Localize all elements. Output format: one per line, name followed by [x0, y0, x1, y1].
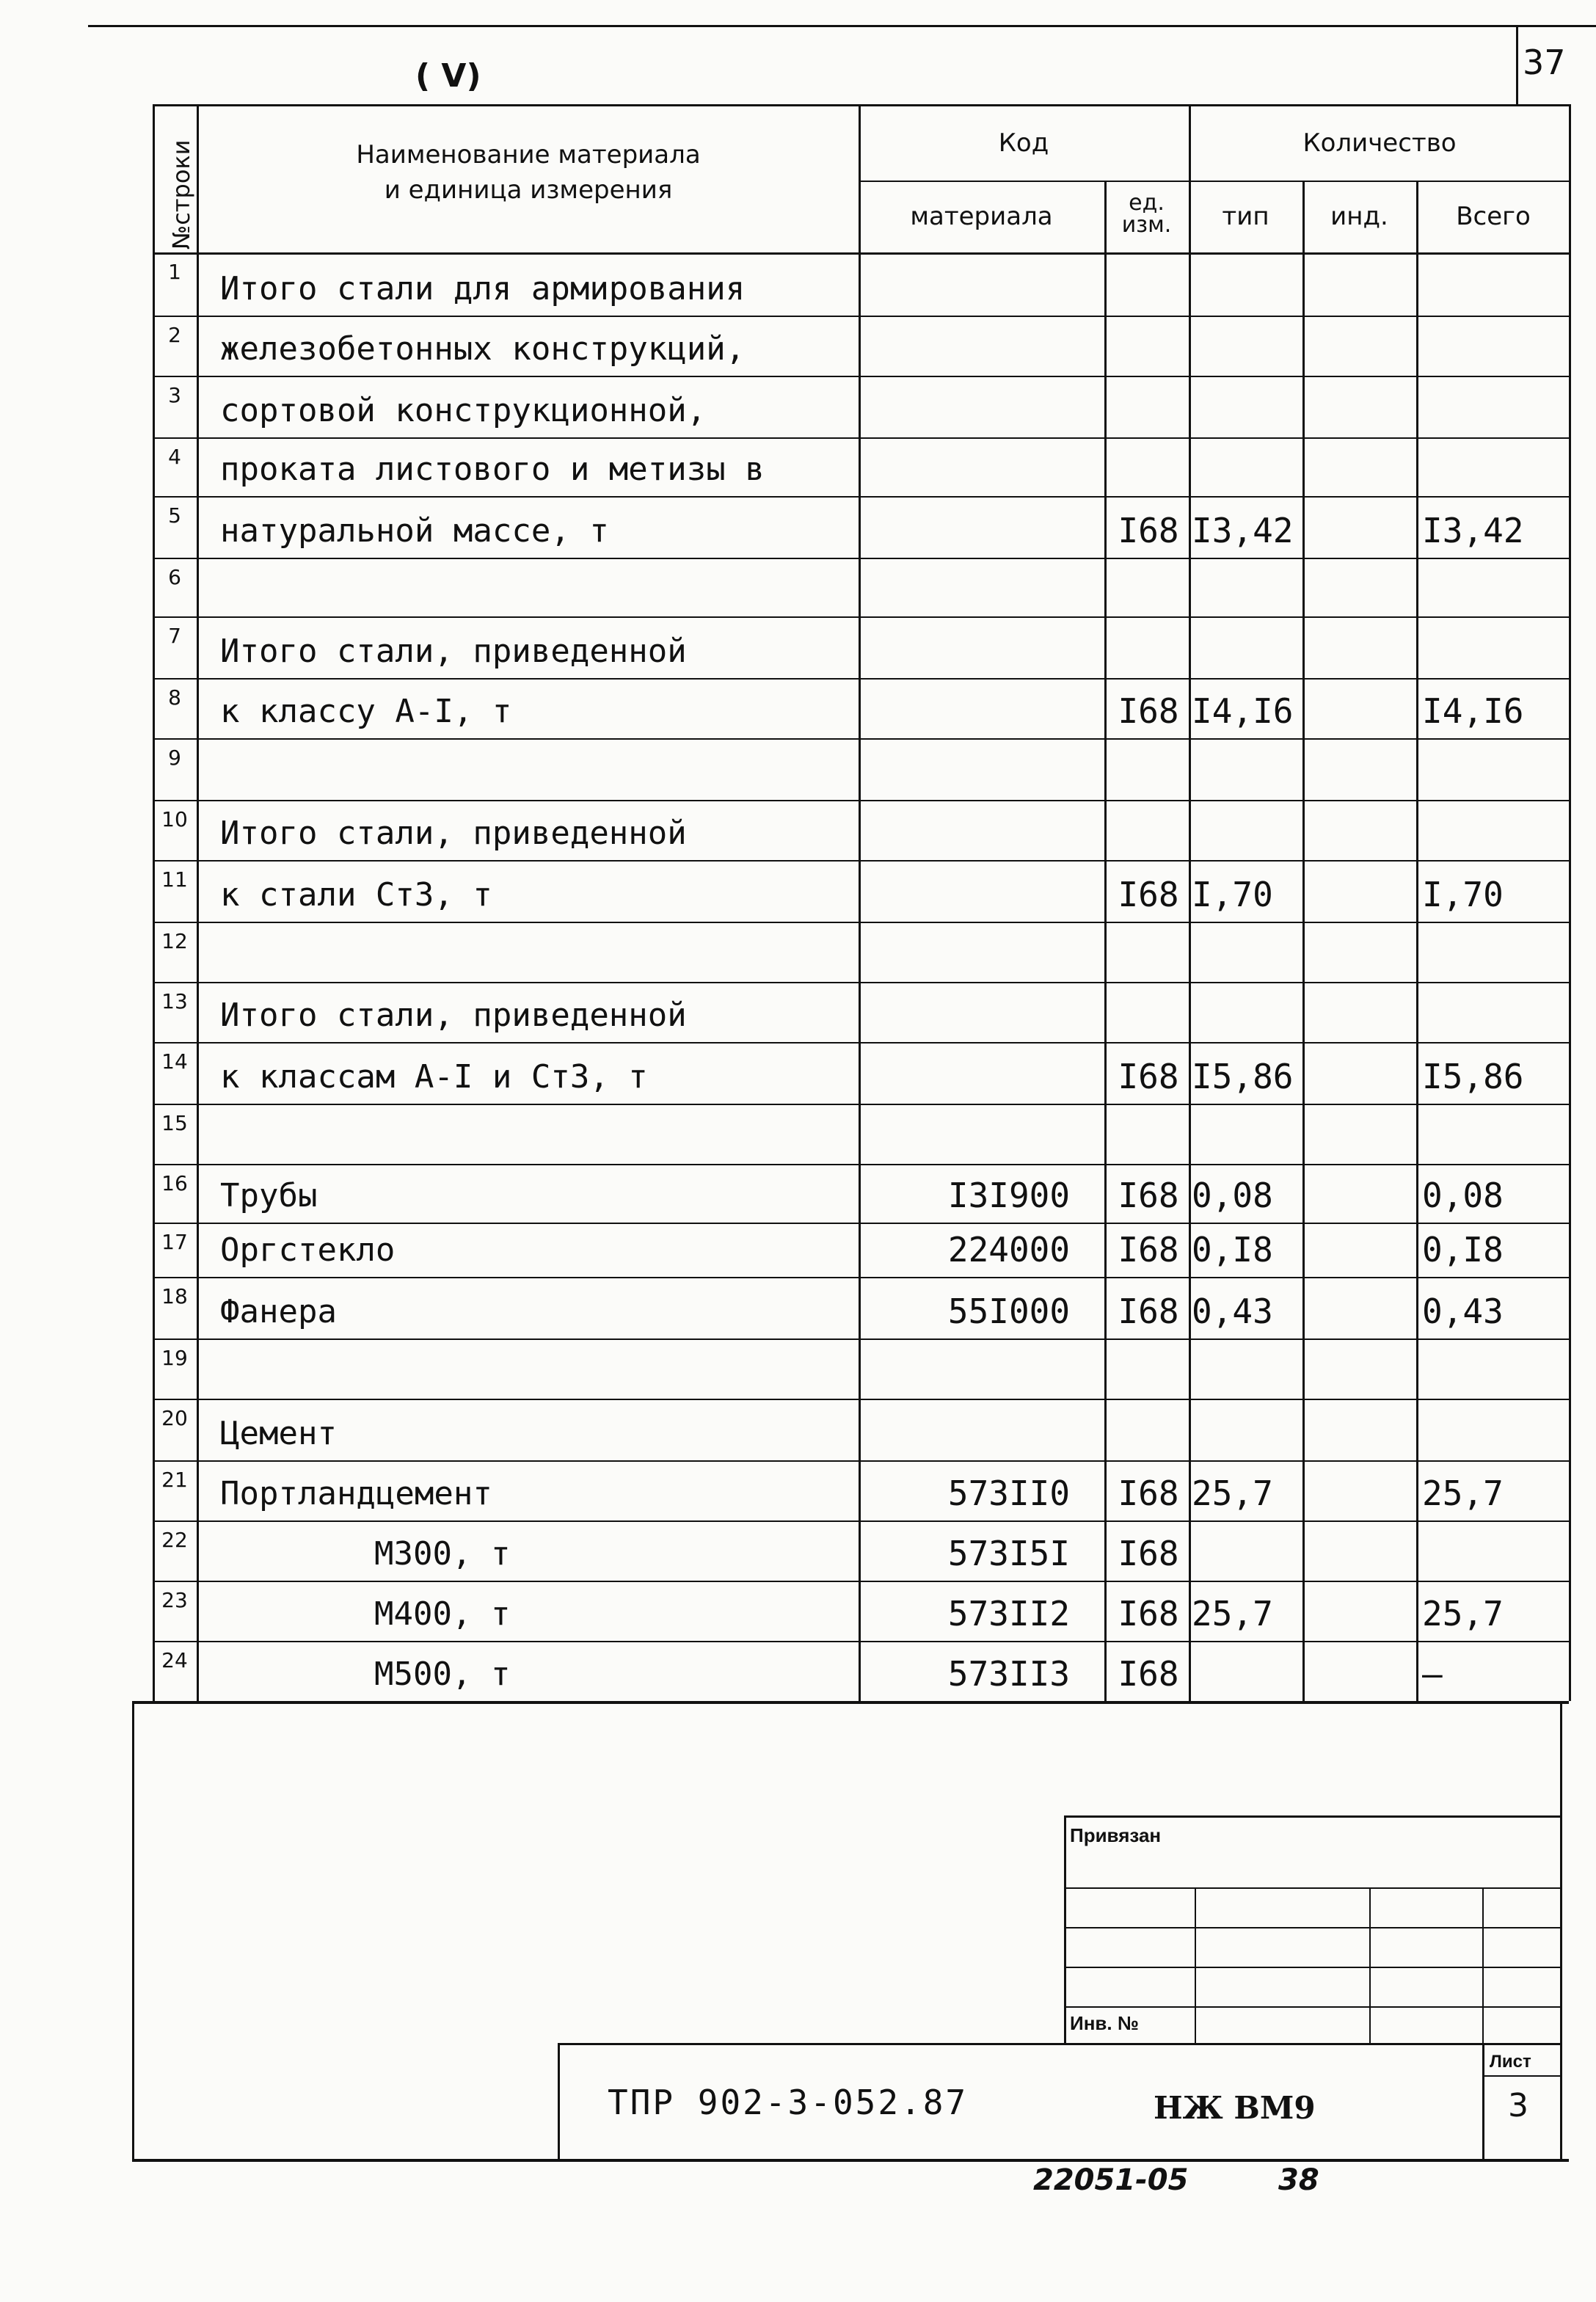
- stamp-top: [1064, 1815, 1560, 1818]
- row-name: натуральной массе, т: [220, 512, 609, 550]
- row-line: [153, 1277, 1569, 1278]
- row-name: к классу А-I, т: [220, 693, 512, 730]
- header-ind: инд.: [1330, 202, 1388, 231]
- row-line: [153, 1164, 1569, 1165]
- row-line: [153, 316, 1569, 317]
- row-total: 0,I8: [1422, 1230, 1504, 1270]
- page-number: 37: [1523, 43, 1566, 82]
- row-line: [153, 800, 1569, 801]
- row-name: Оргстекло: [220, 1231, 396, 1269]
- row-unit: I68: [1118, 1230, 1179, 1270]
- header-typ: тип: [1222, 202, 1269, 231]
- row-name: Итого стали, приведенной: [220, 633, 687, 670]
- row-name: к стали Ст3, т: [220, 876, 492, 914]
- footer-number: 22051-05: [1033, 2163, 1189, 2197]
- stamp-row-line: [1064, 1887, 1560, 1889]
- row-number: 21: [161, 1468, 188, 1492]
- row-number: 18: [161, 1284, 188, 1308]
- row-unit: I68: [1118, 1057, 1179, 1096]
- col-line-ind: [1416, 181, 1418, 1701]
- frame-left-line: [132, 1701, 134, 2160]
- stamp-col-line: [1482, 1887, 1484, 2043]
- row-typ: I,70: [1192, 875, 1273, 914]
- stamp-bound-label: Привязан: [1070, 1824, 1162, 1846]
- row-line: [153, 1104, 1569, 1105]
- row-total: 25,7: [1422, 1474, 1504, 1513]
- col-line-typ: [1302, 181, 1305, 1701]
- row-name: Итого стали, приведенной: [220, 997, 687, 1034]
- row-code: I3I900: [947, 1176, 1071, 1215]
- row-unit: I68: [1118, 691, 1179, 731]
- stamp-col-line: [1369, 1887, 1371, 2043]
- row-line: [153, 738, 1569, 740]
- row-code: 573II0: [947, 1474, 1071, 1513]
- row-name: М300, т: [374, 1535, 511, 1573]
- row-line: [153, 1581, 1569, 1582]
- row-number: 15: [161, 1111, 188, 1135]
- row-name: железобетонных конструкций,: [220, 330, 746, 368]
- row-number: 23: [161, 1588, 188, 1612]
- title-left: [558, 2043, 560, 2159]
- header-material: материала: [910, 202, 1053, 231]
- header-name: Наименование материала и единица измерения: [356, 140, 701, 205]
- row-total: 25,7: [1422, 1594, 1504, 1633]
- row-line: [153, 1641, 1569, 1642]
- stamp-col-line: [1195, 1887, 1196, 2043]
- header-total: Всего: [1456, 202, 1531, 231]
- row-typ: 0,43: [1192, 1292, 1273, 1331]
- row-total: I4,I6: [1422, 691, 1524, 731]
- row-typ: 25,7: [1192, 1594, 1273, 1633]
- row-name: М400, т: [374, 1595, 511, 1633]
- row-number: 13: [161, 989, 188, 1013]
- row-line: [153, 860, 1569, 862]
- row-typ: 25,7: [1192, 1474, 1273, 1513]
- row-code: 224000: [947, 1230, 1071, 1270]
- row-total: I3,42: [1422, 511, 1524, 550]
- row-unit: I68: [1118, 511, 1179, 550]
- row-unit: I68: [1118, 1474, 1179, 1513]
- row-typ: 0,08: [1192, 1176, 1273, 1215]
- row-number: 2: [168, 323, 181, 347]
- stamp-row-line: [1064, 1967, 1560, 1968]
- row-line: [153, 1223, 1569, 1224]
- row-code: 573II3: [947, 1654, 1071, 1694]
- title-sheet-mid: [1482, 2075, 1560, 2077]
- row-total: I5,86: [1422, 1057, 1524, 1096]
- row-number: 12: [161, 929, 188, 953]
- frame-bottom-line: [132, 2159, 1569, 2162]
- row-line: [153, 558, 1569, 559]
- row-number: 20: [161, 1406, 188, 1430]
- row-typ: I4,I6: [1192, 691, 1294, 731]
- table-top-border: [153, 104, 1569, 106]
- header-quantity: Количество: [1302, 128, 1457, 158]
- row-unit: I68: [1118, 1594, 1179, 1633]
- row-name: Портландцемент: [220, 1475, 492, 1512]
- row-code: 573I5I: [947, 1534, 1071, 1573]
- row-line: [153, 1042, 1569, 1043]
- row-line: [153, 1520, 1569, 1522]
- row-total: 0,08: [1422, 1176, 1504, 1215]
- frame-right-line: [1560, 1701, 1562, 2160]
- corner-mark: ( V): [415, 57, 481, 95]
- row-number: 19: [161, 1346, 188, 1370]
- title-sheet-left: [1482, 2043, 1484, 2159]
- row-code: 55I000: [947, 1292, 1071, 1331]
- row-number: 5: [168, 503, 181, 528]
- row-name: сортовой конструкционной,: [220, 392, 707, 429]
- row-line: [153, 922, 1569, 923]
- row-unit: I68: [1118, 1176, 1179, 1215]
- row-line: [153, 496, 1569, 498]
- row-number: 4: [168, 445, 181, 469]
- row-name: к классам А-I и Ст3, т: [220, 1058, 648, 1096]
- header-unit: ед. изм.: [1121, 190, 1172, 238]
- row-unit: I68: [1118, 1654, 1179, 1694]
- row-name: Итого стали для армирования: [220, 270, 746, 307]
- row-number: 17: [161, 1230, 188, 1254]
- row-name: Фанера: [220, 1293, 337, 1330]
- row-name: Цемент: [220, 1415, 337, 1452]
- header-code: Код: [998, 128, 1049, 158]
- row-number: 3: [168, 383, 181, 407]
- row-number: 10: [161, 807, 188, 831]
- row-number: 7: [168, 624, 181, 648]
- row-name: проката листового и метизы в: [220, 451, 765, 488]
- footer-page: 38: [1278, 2163, 1319, 2197]
- row-line: [153, 616, 1569, 618]
- row-unit: I68: [1118, 875, 1179, 914]
- table-bottom-border: [132, 1701, 1569, 1704]
- row-total: 0,43: [1422, 1292, 1504, 1331]
- row-line: [153, 437, 1569, 439]
- row-total: –: [1422, 1654, 1443, 1694]
- row-number: 22: [161, 1528, 188, 1552]
- stamp-sheet-number: 3: [1508, 2087, 1528, 2124]
- row-number: 1: [168, 260, 181, 284]
- row-name: Трубы: [220, 1177, 318, 1214]
- row-name: Итого стали, приведенной: [220, 815, 687, 852]
- header-bottom-border: [153, 252, 1569, 255]
- row-line: [153, 1399, 1569, 1400]
- header-row-number: №строки: [167, 139, 195, 249]
- row-typ: I3,42: [1192, 511, 1294, 550]
- row-code: 573II2: [947, 1594, 1071, 1633]
- row-number: 16: [161, 1171, 188, 1195]
- row-typ: 0,I8: [1192, 1230, 1273, 1270]
- stamp-doc-mark: НЖ ВМ9: [1154, 2090, 1316, 2126]
- row-total: I,70: [1422, 875, 1504, 914]
- stamp-row-line: [1064, 1927, 1560, 1928]
- row-line: [153, 982, 1569, 983]
- row-unit: I68: [1118, 1292, 1179, 1331]
- row-name: М500, т: [374, 1656, 511, 1693]
- header-mid-line: [859, 181, 1569, 182]
- stamp-left: [1064, 1815, 1066, 2043]
- row-line: [153, 1338, 1569, 1340]
- table-right-border: [1569, 104, 1571, 1701]
- row-unit: I68: [1118, 1534, 1179, 1573]
- row-number: 11: [161, 867, 188, 892]
- row-number: 14: [161, 1049, 188, 1074]
- stamp-inv-label: Инв. №: [1070, 2012, 1139, 2034]
- row-line: [153, 376, 1569, 377]
- row-number: 24: [161, 1648, 188, 1672]
- row-line: [153, 678, 1569, 680]
- stamp-doc-code: ТПР 902-3-052.87: [608, 2083, 969, 2122]
- row-line: [153, 1460, 1569, 1462]
- row-number: 6: [168, 565, 181, 589]
- row-number: 9: [168, 746, 181, 770]
- row-typ: I5,86: [1192, 1057, 1294, 1096]
- stamp-sheet-label: Лист: [1490, 2052, 1531, 2072]
- stamp-row-line: [1064, 2006, 1560, 2008]
- title-top: [558, 2043, 1560, 2045]
- row-number: 8: [168, 685, 181, 710]
